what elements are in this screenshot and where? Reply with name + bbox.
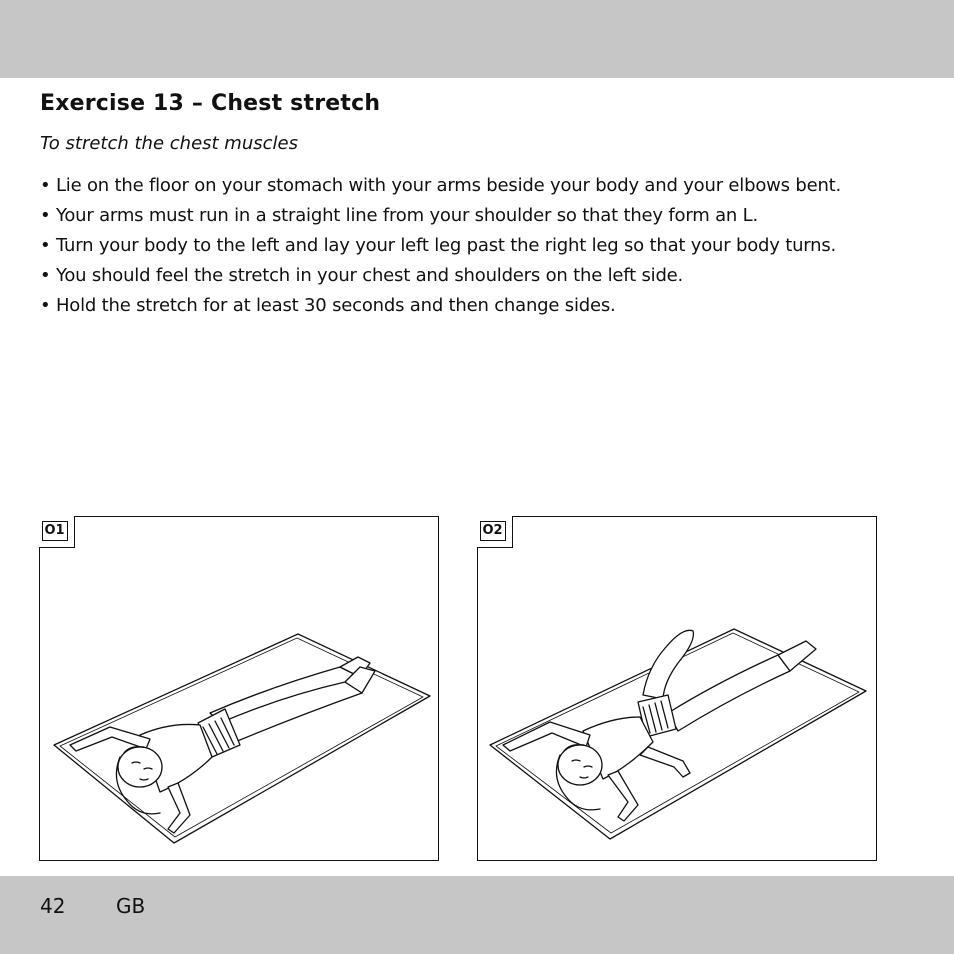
figure-panel-1 xyxy=(39,516,439,861)
figure-panel-2 xyxy=(477,516,877,861)
header-band xyxy=(0,0,954,78)
exercise-subtitle: To stretch the chest muscles xyxy=(40,133,298,154)
figure-2-illustration xyxy=(478,517,878,862)
instruction-list xyxy=(40,171,940,321)
figure-1-illustration xyxy=(40,517,440,862)
exercise-title: Exercise 13 – Chest stretch xyxy=(40,91,381,116)
page-number: 42 xyxy=(40,894,66,918)
instruction-item: • Hold the stretch for at least 30 seconds and then change sides. xyxy=(40,291,940,321)
instruction-item: • Your arms must run in a straight line from your shoulder so that they form an L. xyxy=(40,201,940,231)
instruction-item: • Lie on the floor on your stomach with your arms beside your body and your elbows bent. xyxy=(40,171,940,201)
figure-label-box-2 xyxy=(477,516,513,548)
figure-label-2: O2 xyxy=(480,521,506,541)
instruction-item: • Turn your body to the left and lay your left leg past the right leg so that your body turns. xyxy=(40,231,940,261)
language-code: GB xyxy=(116,894,146,918)
figure-label-1: O1 xyxy=(42,521,68,541)
instruction-item: • You should feel the stretch in your chest and shoulders on the left side. xyxy=(40,261,940,291)
figure-label-box-1 xyxy=(39,516,75,548)
